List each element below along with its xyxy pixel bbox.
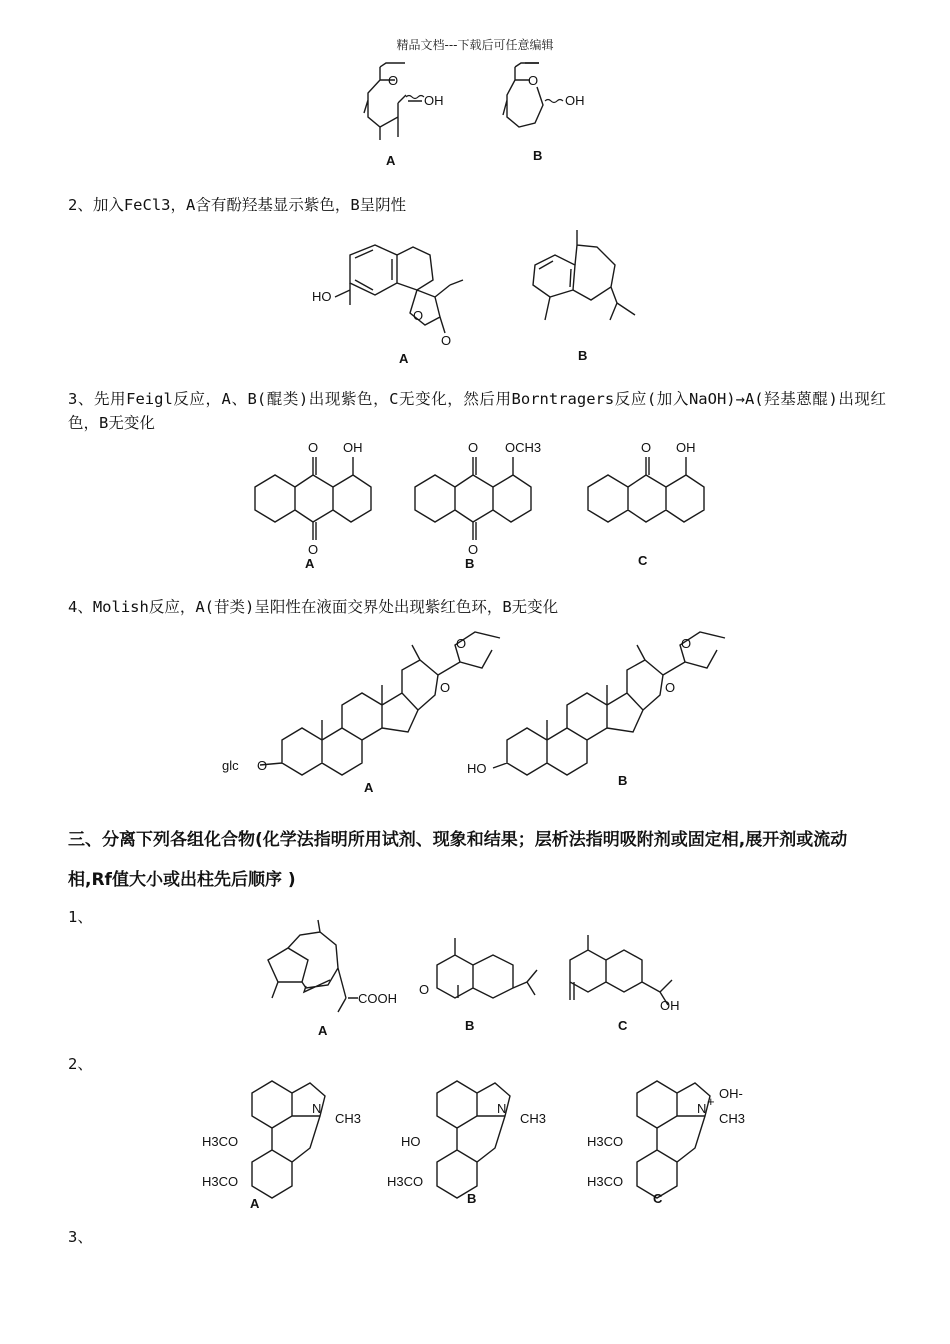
item-2-structure-a	[305, 225, 480, 370]
structure-label-c: C	[653, 1191, 663, 1206]
methyl-label: CH3	[520, 1111, 547, 1126]
methoxy-bottom: H3CO	[587, 1174, 624, 1189]
hydroxyl-label-a: OH	[424, 93, 444, 108]
sep-1-number: 1、	[68, 908, 93, 926]
pyran-oxygen: O	[681, 636, 692, 651]
structure-label-a: A	[364, 780, 374, 795]
item-3-structure-a	[245, 432, 375, 572]
sep-2-number: 2、	[68, 1055, 93, 1073]
ring-oxygen-b: O	[528, 73, 539, 88]
methyl-label: CH3	[719, 1111, 746, 1126]
hydroxyl-label-b: OH	[565, 93, 585, 108]
item-2-text: 2、加入FeCl3，A含有酚羟基显示紫色，B呈阴性	[68, 196, 407, 214]
carbonyl-o-top: O	[468, 440, 479, 455]
glc-label: glc	[222, 758, 239, 773]
methoxy-label: H3CO	[387, 1174, 424, 1189]
methoxy-top: H3CO	[202, 1134, 239, 1149]
structure-label-c: C	[618, 1018, 628, 1033]
sep-3-number: 3、	[68, 1228, 93, 1246]
ketone-oxygen: O	[419, 982, 430, 997]
nitrogen-label: N	[312, 1101, 322, 1116]
structure-label-a: A	[305, 556, 315, 571]
glycoside-oxygen: O	[257, 758, 268, 773]
item-3-text: 3、先用Feigl反应，A、B(醌类)出现紫色，C无变化，然后用Borntragers反应(加入NaOH)→A(羟基蒽醌)出现红色，B无变化	[68, 390, 886, 432]
hydroxy-label: HO	[467, 761, 487, 776]
methyl-label: CH3	[335, 1111, 362, 1126]
methoxy-top: H3CO	[587, 1134, 624, 1149]
lactone-oxygen-label: O	[413, 308, 424, 323]
hydroxyl-label: OH	[343, 440, 363, 455]
furan-oxygen: O	[665, 680, 676, 695]
sugar-structure-b	[495, 55, 605, 170]
nitrogen-label: N	[497, 1101, 507, 1116]
page-header: 精品文档---下载后可任意编辑	[396, 38, 554, 52]
item-2-structure-b	[515, 225, 655, 370]
nitrogen-label: N	[697, 1101, 707, 1116]
item-4-text: 4、Molish反应，A(苷类)呈阳性在液面交界处出现紫红色环，B无变化	[68, 598, 559, 616]
sep-1-structure-b	[415, 920, 555, 1040]
sep-2-structure-a	[200, 1068, 380, 1218]
structure-label-b: B	[578, 348, 588, 363]
sep-1-structure-c	[560, 920, 700, 1040]
pyran-oxygen: O	[456, 636, 467, 651]
sugar-structure-a	[350, 55, 460, 170]
sep-2-structure-c	[585, 1068, 765, 1218]
methoxy-label: OCH3	[505, 440, 542, 455]
item-3-structure-c	[578, 432, 708, 572]
hydroxyl-label: OH	[660, 998, 680, 1013]
sep-1-structure-a	[258, 920, 408, 1040]
furan-oxygen: O	[440, 680, 451, 695]
structure-label-b: B	[618, 773, 628, 788]
structure-label-b: B	[465, 556, 475, 571]
structure-label-a: A	[399, 351, 409, 366]
plus-charge: +	[707, 1094, 715, 1109]
ring-oxygen-a: O	[388, 73, 399, 88]
structure-label-a: A	[318, 1023, 328, 1038]
structure-label-c: C	[638, 553, 648, 568]
carboxyl-label: COOH	[358, 991, 397, 1006]
carbonyl-o-bottom: O	[468, 542, 479, 557]
hydroxide-label: OH-	[719, 1086, 743, 1101]
methoxy-bottom: H3CO	[202, 1174, 239, 1189]
item-3-structure-b	[405, 432, 555, 572]
hydroxyl-label: OH	[676, 440, 696, 455]
structure-label-a: A	[386, 153, 396, 168]
carbonyl-oxygen-label: O	[441, 333, 452, 348]
structure-label-b: B	[533, 148, 543, 163]
sep-2-structure-b	[385, 1068, 565, 1218]
item-4-structure-b	[465, 620, 765, 800]
carbonyl-o: O	[641, 440, 652, 455]
hydroxy-label: HO	[401, 1134, 421, 1149]
section-3-heading: 三、分离下列各组化合物(化学法指明所用试剂、现象和结果；层析法指明吸附剂或固定相,展开剂或流动相,Rf值大小或出柱先后顺序 )	[68, 830, 848, 890]
carbonyl-o-bottom: O	[308, 542, 319, 557]
structure-label-a: A	[250, 1196, 260, 1211]
structure-label-b: B	[465, 1018, 475, 1033]
carbonyl-o-top: O	[308, 440, 319, 455]
hydroxy-label: HO	[312, 289, 332, 304]
structure-label-b: B	[467, 1191, 477, 1206]
